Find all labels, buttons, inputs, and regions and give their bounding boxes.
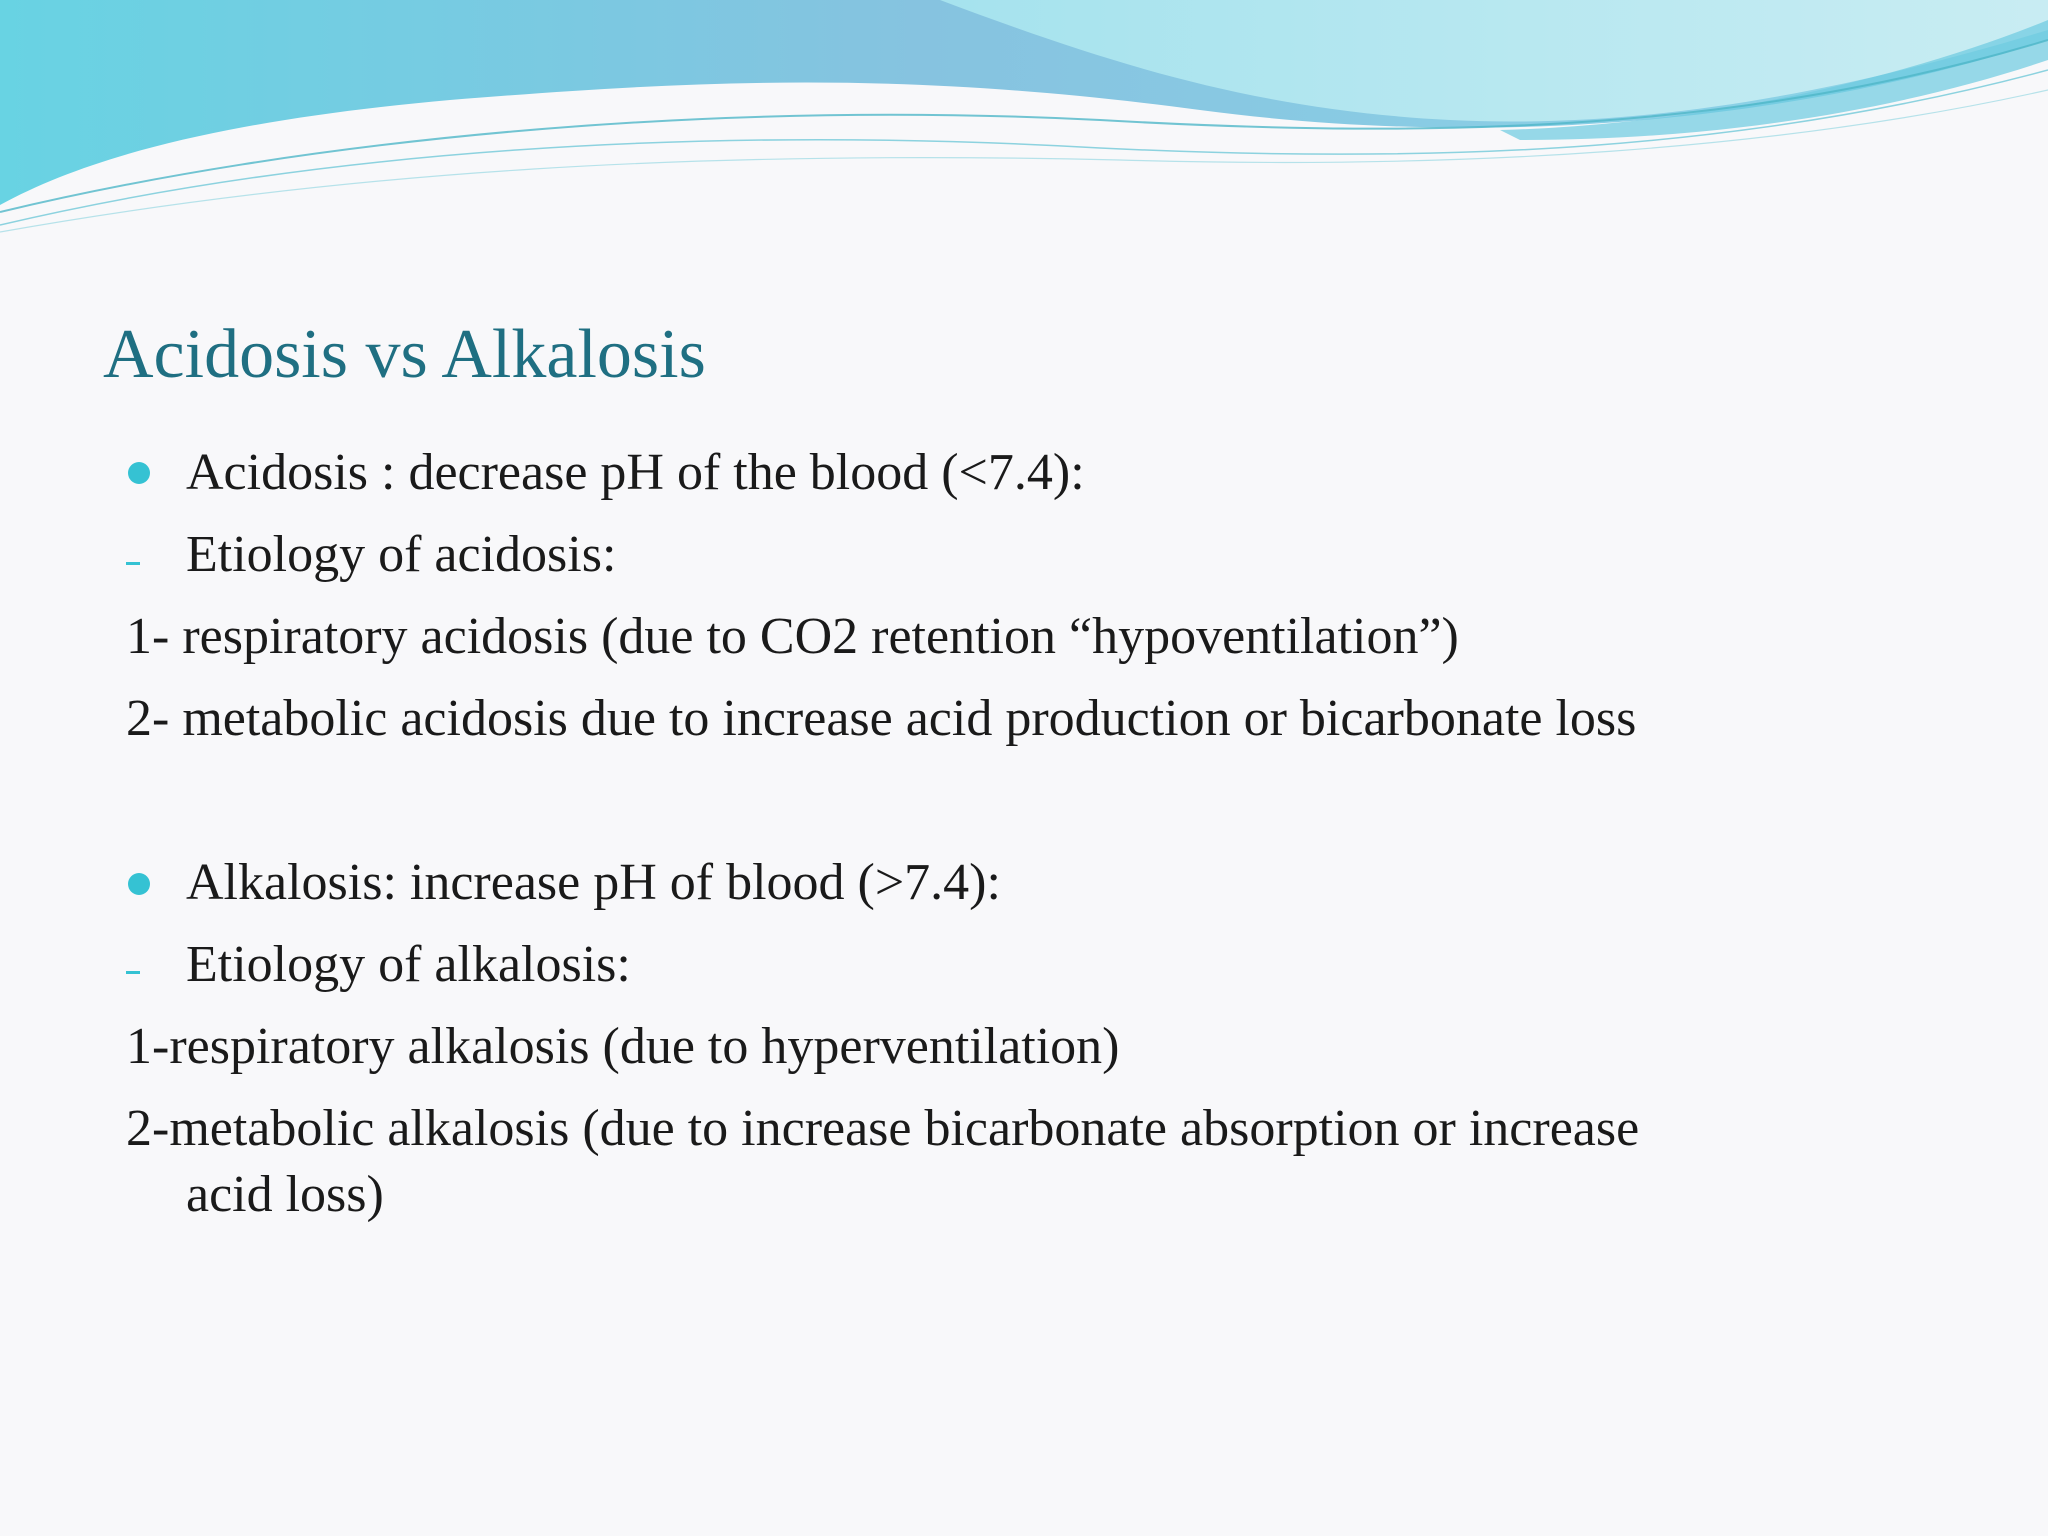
- alkalosis-etiology-header: Etiology of alkalosis:: [186, 936, 631, 993]
- acidosis-item-1: 1- respiratory acidosis (due to CO2 retention “hypoventilation”): [126, 608, 1459, 665]
- alkalosis-bullet: Alkalosis: increase pH of blood (>7.4):: [186, 854, 1001, 911]
- alkalosis-item-2-line-1: 2-metabolic alkalosis (due to increase bicarbonate absorption or increase: [126, 1100, 1640, 1157]
- bullet-dot-icon: [128, 873, 150, 895]
- alkalosis-item-2-line-2: acid loss): [186, 1166, 384, 1223]
- acidosis-etiology-header: Etiology of acidosis:: [186, 526, 617, 583]
- alkalosis-item-1: 1-respiratory alkalosis (due to hyperventilation): [126, 1018, 1120, 1075]
- dash-bullet-icon: [126, 562, 140, 565]
- bullet-dot-icon: [128, 462, 150, 484]
- acidosis-bullet: Acidosis : decrease pH of the blood (<7.4):: [186, 444, 1085, 501]
- dash-bullet-icon: [126, 971, 140, 974]
- acidosis-item-2: 2- metabolic acidosis due to increase acid production or bicarbonate loss: [126, 690, 1637, 747]
- slide-title: Acidosis vs Alkalosis: [103, 316, 706, 393]
